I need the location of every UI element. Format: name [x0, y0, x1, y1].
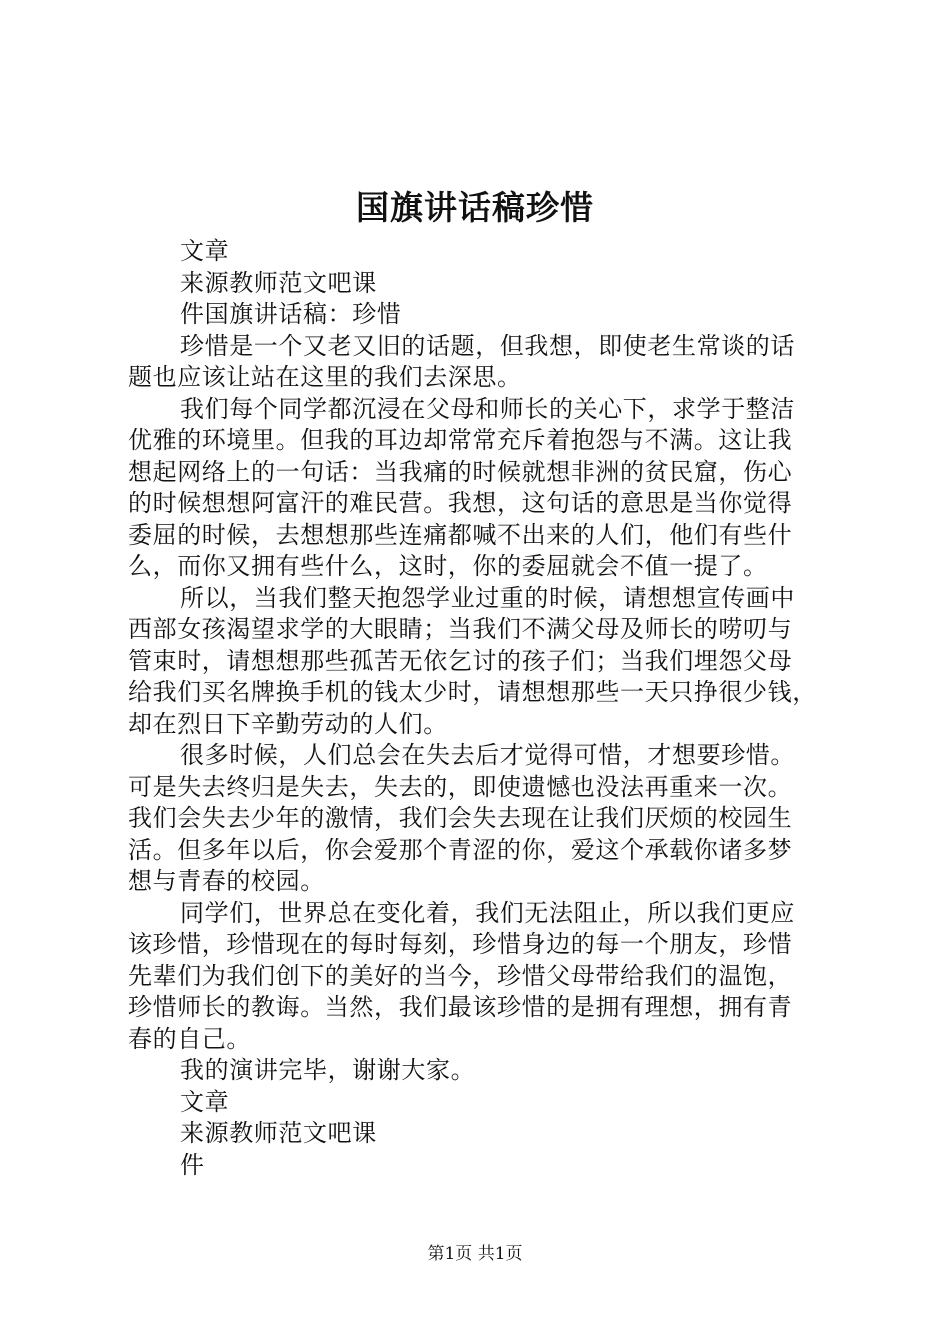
body-line: 件: [180, 1150, 205, 1179]
body-line: 我们每个同学都沉浸在父母和师长的关心下，求学于整洁: [180, 394, 795, 423]
document-body: [128, 236, 828, 1181]
body-line: 文章: [180, 1087, 230, 1116]
body-line: 来源教师范文吧课: [180, 268, 377, 297]
body-line: 珍惜是一个又老又旧的话题，但我想，即使老生常谈的话: [180, 331, 795, 360]
body-line: 么，而你又拥有些什么，这时，你的委屈就会不值一提了。: [128, 552, 768, 580]
body-line: 我们会失去少年的激情，我们会失去现在让我们厌烦的校园生: [128, 804, 793, 832]
body-line: 我的演讲完毕，谢谢大家。: [180, 1056, 476, 1084]
body-line: 给我们买名牌换手机的钱太少时，请想想那些一天只挣很少钱，: [128, 678, 817, 706]
body-line: 的时候想想阿富汗的难民营。我想，这句话的意思是当你觉得: [128, 489, 793, 517]
body-line: 来源教师范文吧课: [180, 1119, 377, 1147]
body-line: 西部女孩渴望求学的大眼睛；当我们不满父母及师长的唠叨与: [128, 615, 793, 643]
body-line: 很多时候，人们总会在失去后才觉得可惜，才想要珍惜。: [180, 741, 795, 769]
body-line: 却在烈日下辛勤劳动的人们。: [128, 709, 448, 738]
body-line: 件国旗讲话稿：珍惜: [180, 300, 402, 328]
body-line: 先辈们为我们创下的美好的当今，珍惜父母带给我们的温饱，: [128, 961, 793, 990]
body-line: 想起网络上的一句话：当我痛的时候就想非洲的贫民窟，伤心: [128, 457, 793, 486]
body-line: 春的自己。: [128, 1024, 251, 1053]
body-line: 珍惜师长的教诲。当然，我们最该珍惜的是拥有理想，拥有青: [128, 993, 793, 1021]
document-title: 国旗讲话稿珍惜: [356, 188, 594, 227]
body-line: 管束时，请想想那些孤苦无依乞讨的孩子们；当我们埋怨父母: [128, 646, 793, 675]
body-line: 可是失去终归是失去，失去的，即使遗憾也没法再重来一次。: [128, 772, 793, 801]
body-line: 活。但多年以后，你会爱那个青涩的你，爱这个承载你诸多梦: [128, 835, 793, 864]
body-line: 优雅的环境里。但我的耳边却常常充斥着抱怨与不满。这让我: [128, 426, 793, 454]
body-line: 所以，当我们整天抱怨学业过重的时候，请想想宣传画中: [180, 583, 795, 612]
body-line: 该珍惜，珍惜现在的每时每刻，珍惜身边的每一个朋友，珍惜: [128, 930, 793, 958]
body-line: 同学们，世界总在变化着，我们无法阻止，所以我们更应: [180, 898, 795, 927]
body-line: 题也应该让站在这里的我们去深思。: [128, 363, 522, 391]
body-line: 委屈的时候，去想想那些连痛都喊不出来的人们，他们有些什: [128, 520, 793, 549]
body-line: 文章: [180, 237, 230, 265]
page-footer: 第1页 共1页: [427, 1244, 523, 1264]
body-line: 想与青春的校园。: [128, 867, 325, 895]
